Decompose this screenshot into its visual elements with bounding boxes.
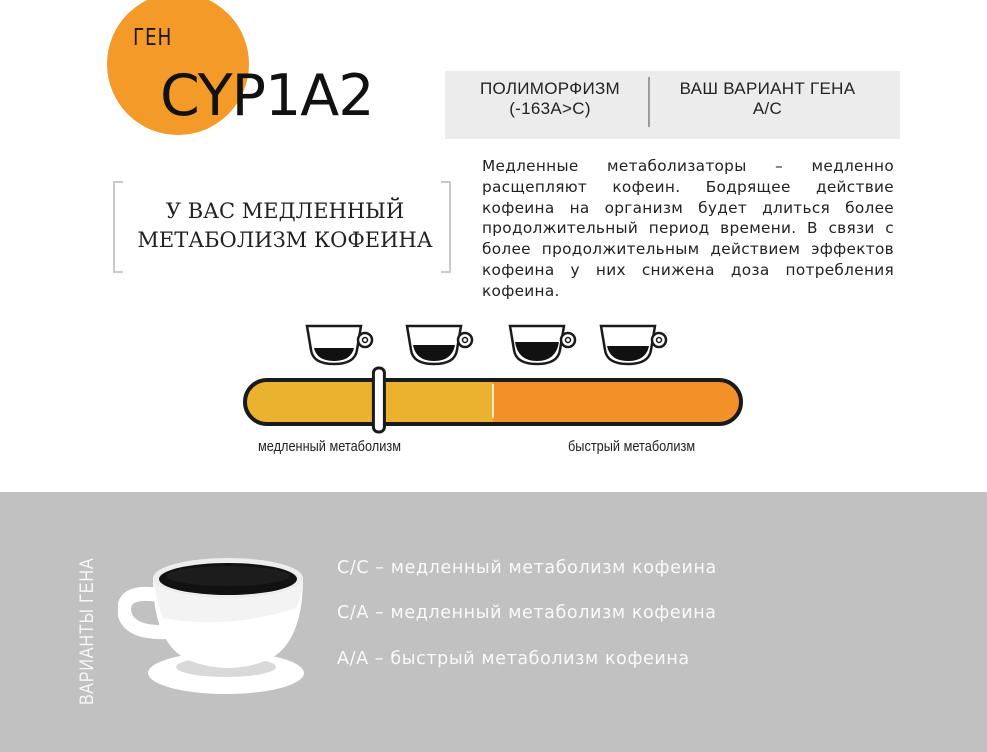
cup-icon <box>601 326 666 364</box>
cup-icon <box>407 326 472 364</box>
info-divider <box>648 77 650 127</box>
scale-slow-segment <box>245 380 493 424</box>
scale-marker <box>373 368 384 432</box>
coffee-cup-icon <box>118 548 318 698</box>
cup-icon <box>510 326 575 364</box>
gene-name-title: CYP1A2 <box>160 63 374 129</box>
description-text: Медленные метаболизаторы – медленно расщепляют кофеин. Бодрящее действие кофеина на организм будет длиться более продолжительный период времени. В связи с более продолжительным действием эффектов кофеина у них снижена доза потребления кофеина. <box>482 157 894 300</box>
cup-icon <box>307 326 372 364</box>
result-line-2: МЕТАБОЛИЗМ КОФЕИНА <box>137 228 433 252</box>
gene-variants-title <box>77 536 99 726</box>
gene-variant-item: C/C – медленный метаболизм кофеина <box>337 558 717 578</box>
slow-metabolism-label: медленный метаболизм <box>258 438 401 455</box>
polymorphism-label: ПОЛИМОРФИЗМ <box>479 79 621 98</box>
metabolism-scale <box>230 314 760 434</box>
gene-variants-title-text: ВАРИАНТЫ ГЕНА <box>77 557 98 705</box>
left-bracket <box>113 181 123 273</box>
gene-variant-label: ВАШ ВАРИАНТ ГЕНА <box>679 79 856 98</box>
scale-fast-segment <box>493 380 741 424</box>
fast-metabolism-label: быстрый метаболизм <box>568 438 696 455</box>
gene-variant-cell <box>665 79 870 119</box>
polymorphism-value: (-163A>C) <box>509 99 591 118</box>
right-bracket <box>441 181 451 273</box>
gene-variant-item: A/A – быстрый метаболизм кофеина <box>337 649 690 669</box>
polymorphism-cell <box>455 79 645 119</box>
result-statement <box>128 197 442 255</box>
gene-variant-value: A/C <box>752 99 783 118</box>
result-line-1: У ВАС МЕДЛЕННЫЙ <box>165 199 405 223</box>
gene-label: ГЕН <box>133 25 173 51</box>
polymorphism-info-box <box>445 71 900 139</box>
gene-variant-item: C/A – медленный метаболизм кофеина <box>337 603 717 623</box>
